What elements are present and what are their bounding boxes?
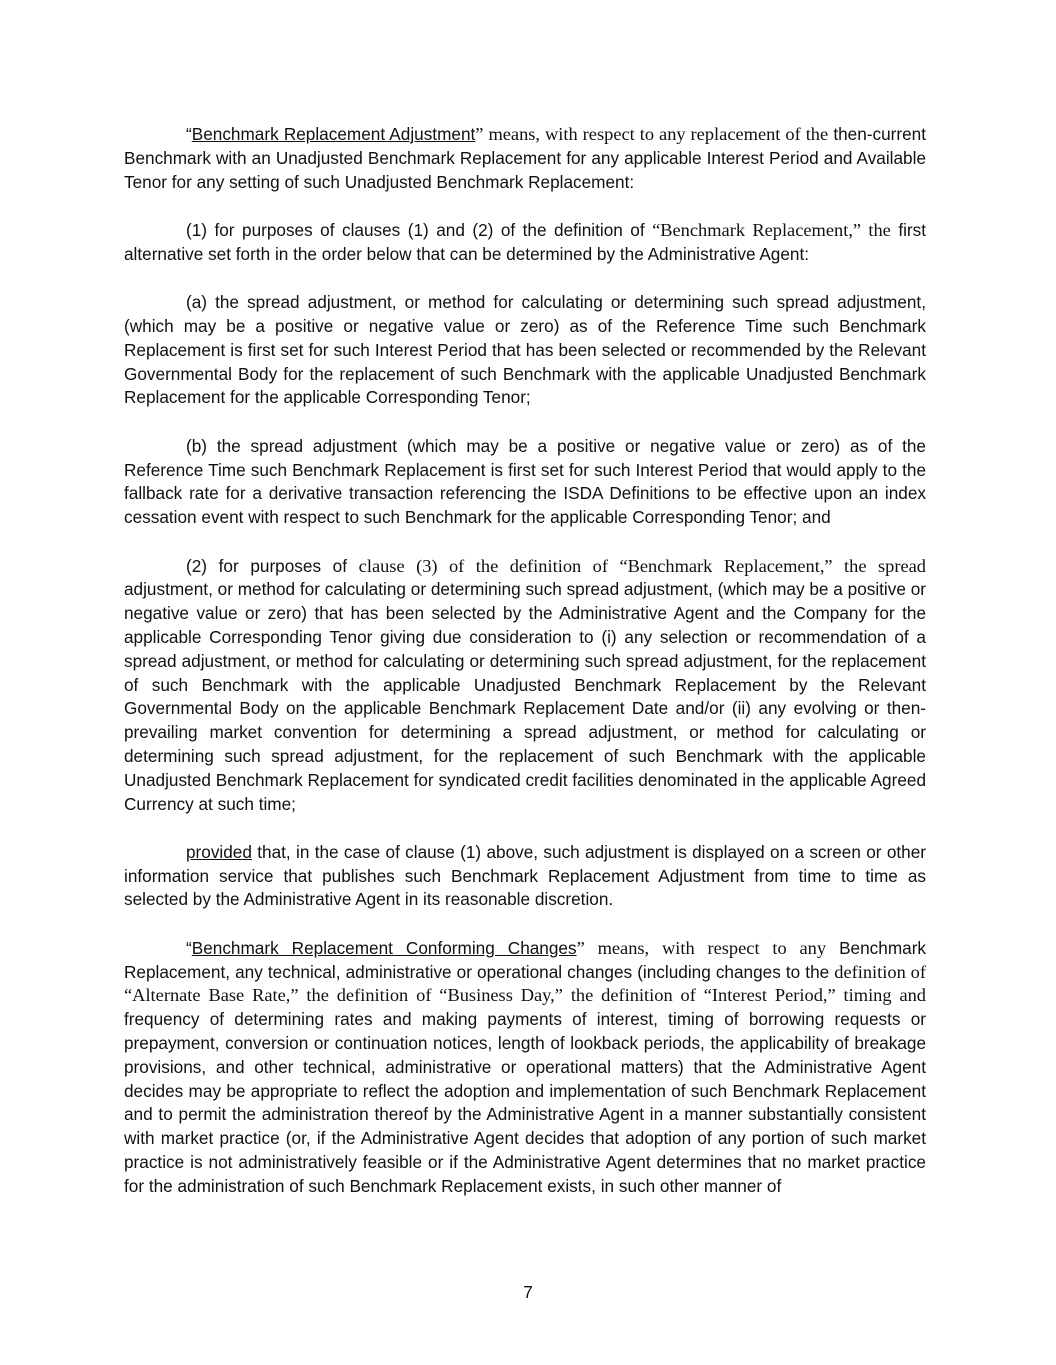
definition-body-continued: frequency of determining rates and making payments of interest, timing of borrowing requests or prepayment, conversion or continuation notices, length of lookback periods, the applicability of breakage provisions, and other technical, administrative or operational matters) that the Administrative Agent decides may be appropriate to reflect the adoption and implementation of such Benchmark Replacement and to permit the administration thereof by the Administrative Agent in a manner substantially consistent with market practice (or, if the Administrative Agent decides that adoption of any portion of such market practice is not administratively feasible or if the Administrative Agent determines that no market practice for the administration of such Benchmark Replacement exists, in such other manner of <box>124 1009 926 1196</box>
clause-2-paragraph <box>124 555 926 817</box>
clause-text-continued: adjustment, or method for calculating or determining such spread adjustment, (which may be a positive or negative value or zero) that has been selected by the Administrative Agent and the Company for the applicable Corresponding Tenor giving due consideration to (i) any selection or recommendation of a spread adjustment, or method for calculating or determining such spread adjustment, for the replacement of such Benchmark with the applicable Unadjusted Benchmark Replacement by the Relevant Governmental Body on the applicable Benchmark Replacement Date and/or (ii) any evolving or then-prevailing market convention for determining a spread adjustment, or method for calculating or determining such spread adjustment, for the replacement of such Benchmark with the applicable Unadjusted Benchmark Replacement for syndicated credit facilities denominated in the applicable Agreed Currency at such time; <box>124 579 926 814</box>
definition-body: Benchmark Replacement, any technical, administrative or operational changes (including changes to the <box>124 937 927 982</box>
clause-1-paragraph <box>124 219 926 267</box>
definition-serif-text: definition of “Alternate Base Rate,” the definition of “Business Day,” the definition of “Interest Period,” timing and <box>124 961 926 1006</box>
provided-term: provided <box>186 841 252 862</box>
defined-term: Benchmark Replacement Adjustment <box>191 124 476 144</box>
clause-1b-paragraph <box>124 435 926 530</box>
open-quote: “ <box>186 937 192 958</box>
clause-text: (2) for purposes of <box>186 555 359 576</box>
clause-text: (1) for purposes of clauses (1) and (2) of the definition of <box>186 219 653 240</box>
definition-lead-in: ” means, with respect to any replacement of the <box>475 124 829 144</box>
open-quote: “ <box>186 124 192 144</box>
clause-text-continued: first alternative set forth in the order below that can be determined by the Administrative Agent: <box>124 219 927 264</box>
definition-body: then-current Benchmark with an Unadjusted Benchmark Replacement for any applicable Interest Period and Available Tenor for any setting of such Unadjusted Benchmark Replacement: <box>124 124 927 192</box>
clause-text: (a) the spread adjustment, or method for calculating or determining such spread adjustment, (which may be a positive or negative value or zero) as of the Reference Time such Benchmark Replacement is first set for such Interest Period that has been selected or recommended by the Relevant Governmental Body for the replacement of such Benchmark with the applicable Unadjusted Benchmark Replacement for the applicable Corresponding Tenor; <box>124 292 926 408</box>
clause-serif-text: “Benchmark Replacement,” the <box>652 219 891 240</box>
definition-lead-in: ” means, with respect to any <box>576 937 827 958</box>
definition-benchmark-replacement-conforming-changes <box>124 937 926 1199</box>
definition-benchmark-replacement-adjustment <box>124 123 926 194</box>
provided-text: that, in the case of clause (1) above, such adjustment is displayed on a screen or other information service that publishes such Benchmark Replacement Adjustment from time to time as selected by the Administrative Agent in its reasonable discretion. <box>124 841 926 910</box>
clause-text: (b) the spread adjustment (which may be a positive or negative value or zero) as of the Reference Time such Benchmark Replacement is first set for such Interest Period that would apply to the fallback rate for a derivative transaction referencing the ISDA Definitions to be effective upon an index cessation event with respect to such Benchmark for the applicable Corresponding Tenor; and <box>124 435 926 528</box>
clause-serif-text: clause (3) of the definition of “Benchmark Replacement,” the spread <box>358 555 926 576</box>
defined-term: Benchmark Replacement Conforming Changes <box>191 937 577 958</box>
clause-1a-paragraph <box>124 291 926 410</box>
provided-paragraph <box>124 841 926 912</box>
page-number: 7 <box>523 1282 533 1302</box>
document-page <box>124 123 926 1199</box>
